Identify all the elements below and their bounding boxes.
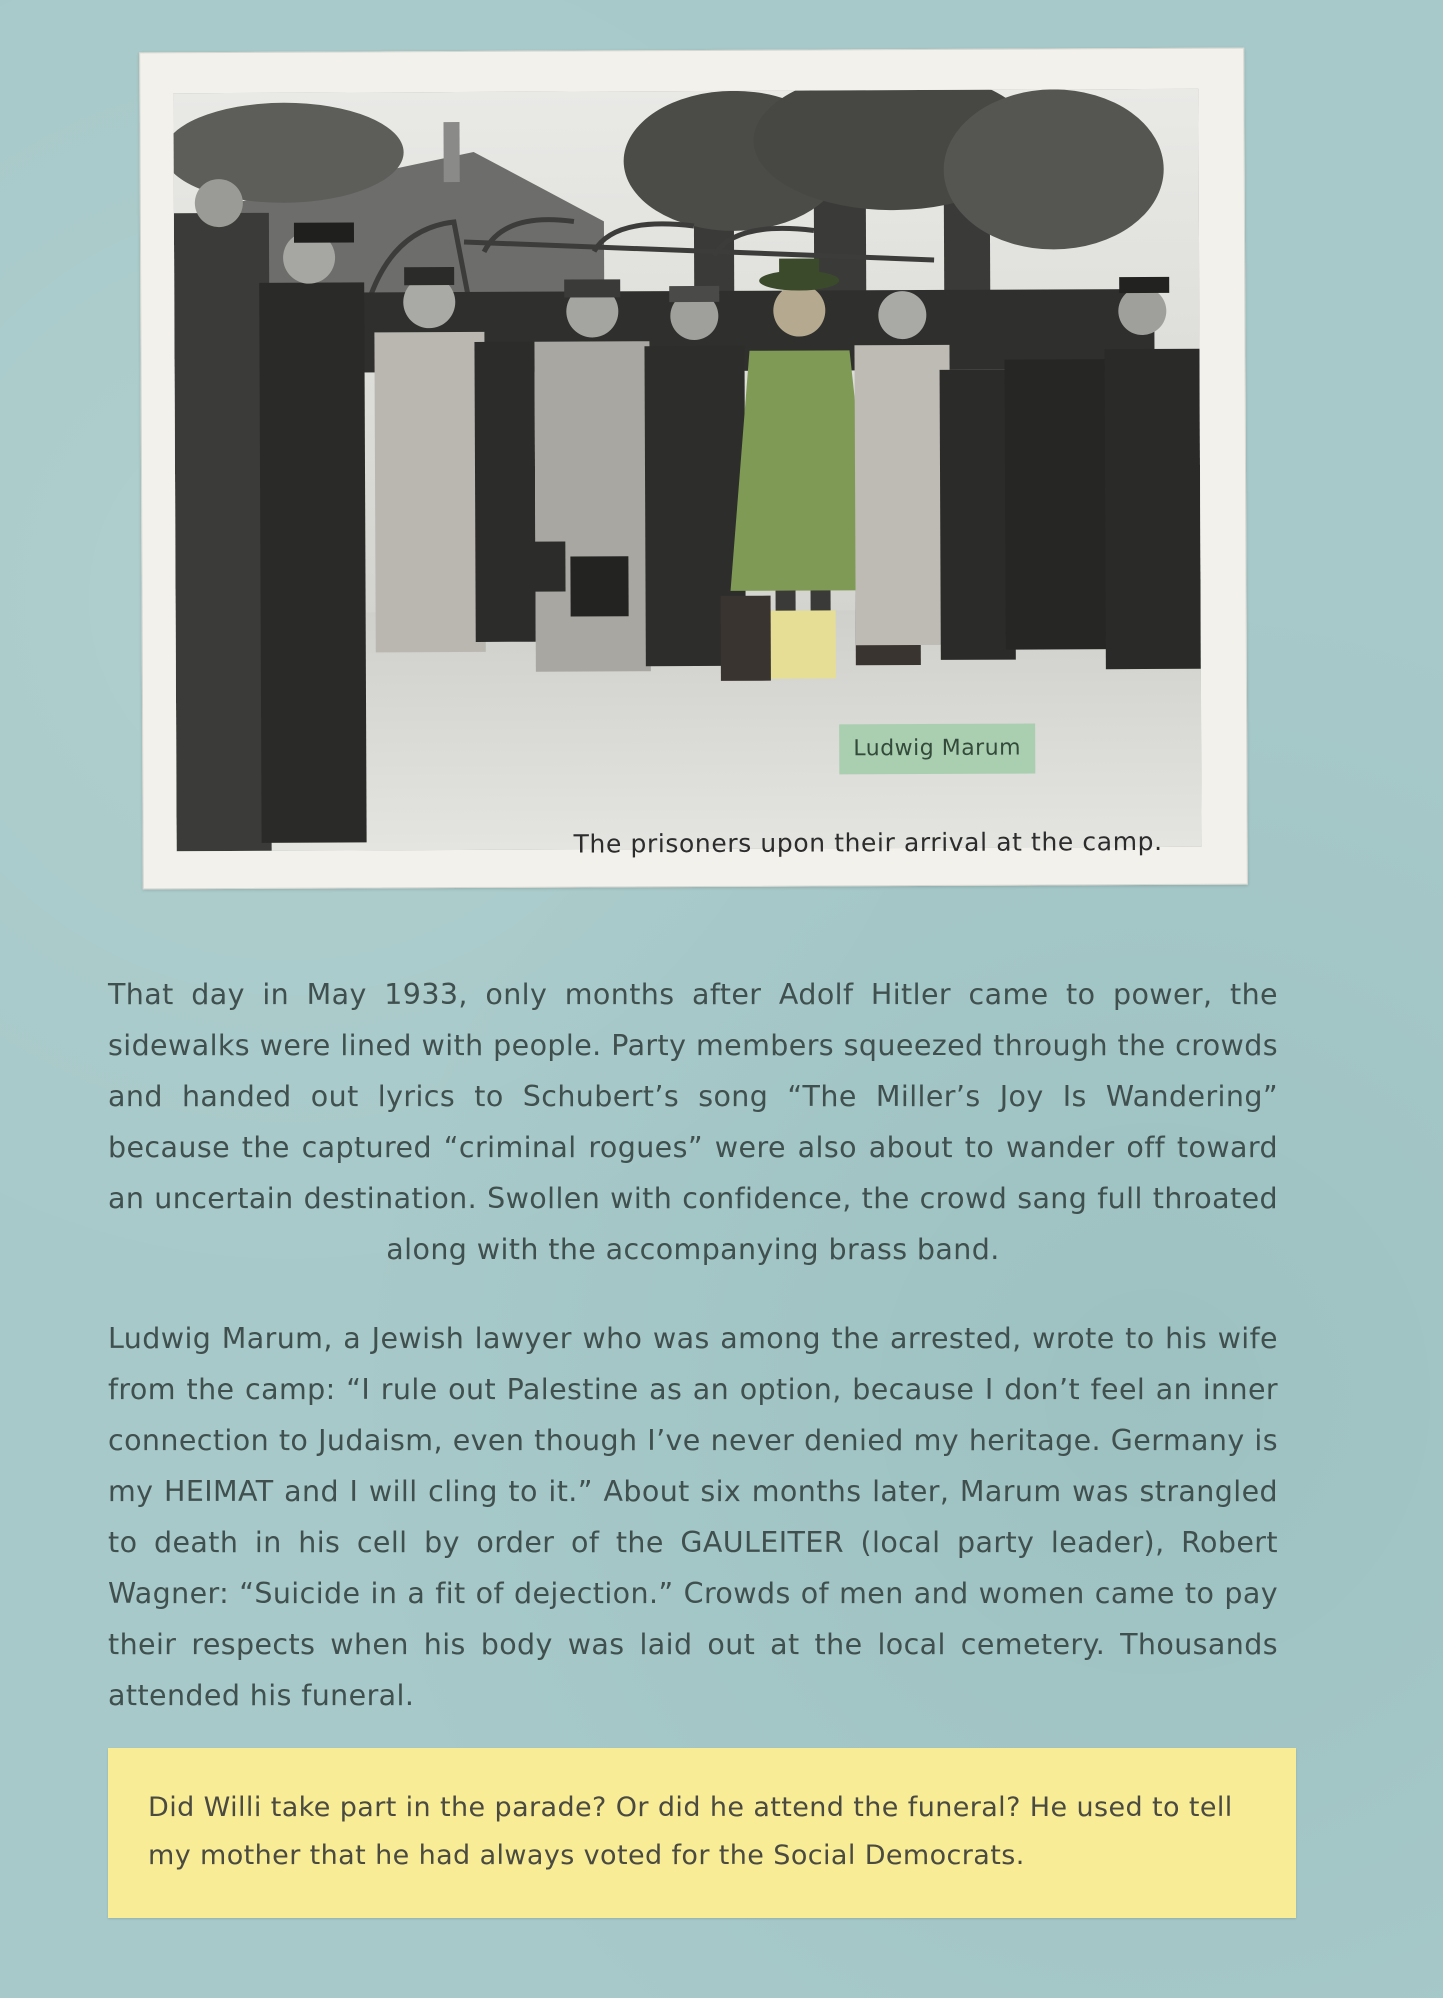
photo-caption: The prisoners upon their arrival at the camp. [573,826,1163,859]
prisoners-photo-image [173,89,1201,851]
yellow-sticky-note [108,1748,1296,1918]
paragraph-parade: That day in May 1933, only months after Adolf Hitler came to power, the sidewalks were lined with people. Party members squeezed through the crowds and handed out lyrics to Schubert’s song “The Miller’s Joy Is Wandering” because the captured “criminal rogues” were also about to wander off toward an uncertain destination. Swollen with confidence, the crowd sang full throated along with the accompanying brass band. [108,977,1278,1266]
historical-photograph [139,48,1248,890]
ludwig-marum-label: Ludwig Marum [839,724,1035,775]
paragraph-marum: Ludwig Marum, a Jewish lawyer who was among the arrested, wrote to his wife from the camp: “I rule out Palestine as an option, because I don’t feel an inner connection to Judaism, even though I’ve never denied my heritage. Germany is my HEIMAT and I will cling to it.” About six months later, Marum was strangled to death in his cell by order of the GAULEITER (local party leader), Robert Wagner: “Suicide in a fit of dejection.” Crowds of men and women came to pay their respects when his body was laid out at the local cemetery. Thousands attended his funeral. [108,1321,1278,1712]
photo-illustration [173,89,1201,851]
note-text: Did Willi take part in the parade? Or did he attend the funeral? He used to tell my mother that he had always voted for the Social Democrats. [148,1792,1233,1871]
